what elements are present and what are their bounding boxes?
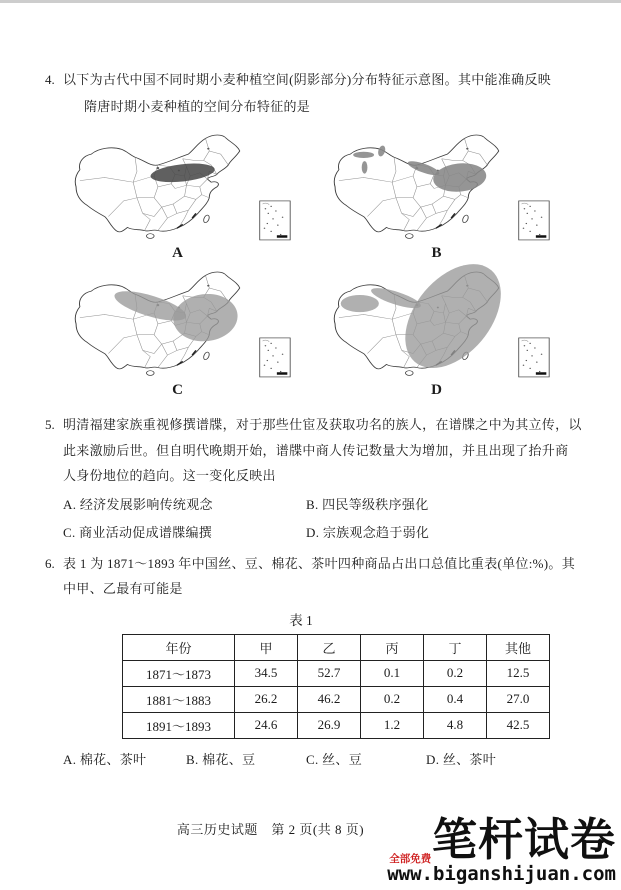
question-5 (45, 412, 581, 489)
question-6-text-line1: 表 1 为 1871～1893 年中国丝、豆、棉花、茶叶四种商品占出口总值比重表(单位:%)。其 (63, 555, 575, 571)
china-wheat-map-d (322, 263, 567, 381)
q6-option-a: A. 棉花、茶叶 (63, 751, 147, 767)
map-label-b: B (431, 245, 442, 261)
question-5-text-line3: 人身份地位的趋向。这一变化反映出 (63, 468, 276, 483)
q5-option-c: C. 商业活动促成谱牒编撰 (63, 524, 213, 540)
map-option-a (63, 126, 308, 263)
q6-option-c: C. 丝、豆 (306, 751, 362, 767)
q5-option-d: D. 宗族观念趋于弱化 (306, 524, 430, 540)
question-5-number: 5. (45, 417, 55, 432)
china-wheat-map-a (63, 126, 308, 244)
map-option-b (322, 126, 567, 263)
q6-option-b: B. 棉花、豆 (186, 751, 256, 767)
page-footer: 高三历史试题 第 2 页(共 8 页) (176, 822, 365, 837)
map-option-d (322, 263, 567, 400)
q5-option-a: A. 经济发展影响传统观念 (63, 496, 213, 512)
table-row: 1891～1893 24.6 26.9 1.2 4.8 42.5 (123, 712, 550, 738)
question-6-number: 6. (45, 555, 55, 571)
q5-option-b: B. 四民等级秩序强化 (306, 496, 429, 512)
table-header-row (123, 634, 550, 660)
export-share-table (122, 634, 550, 739)
q5-options (63, 491, 581, 547)
col-header-year: 年份 (123, 634, 235, 660)
col-header-jia: 甲 (235, 634, 298, 660)
question-4-text-line1: 以下为古代中国不同时期小麦种植空间(阴影部分)分布特征示意图。其中能准确反映 (63, 72, 552, 87)
shaded-region-d (341, 263, 521, 381)
map-option-c (63, 263, 308, 400)
table-row: 1881～1883 26.2 46.2 0.2 0.4 27.0 (123, 686, 550, 712)
q4-map-options (63, 126, 581, 400)
shaded-region-b (353, 145, 488, 194)
map-label-c: C (172, 382, 183, 398)
question-5-text-line2: 此来激励后世。但自明代晚期开始，谱牒中商人传记数量大为增加，并且出现了抬升商 (63, 442, 569, 458)
col-header-bing: 丙 (361, 634, 424, 660)
q6-options (63, 750, 581, 770)
question-6 (45, 551, 581, 602)
col-header-ding: 丁 (424, 634, 487, 660)
watermark-url: www.biganshijuan.com (387, 863, 616, 885)
watermark-free-label: 全部免费 (389, 853, 432, 865)
watermark-brand: 笔杆试卷 (431, 814, 616, 865)
q6-option-d: D. 丝、茶叶 (426, 751, 497, 767)
table-caption: 表 1 (289, 612, 313, 628)
col-header-yi: 乙 (298, 634, 361, 660)
map-label-d: D (431, 382, 442, 398)
question-4 (45, 66, 581, 120)
scan-edge-strip (0, 0, 621, 3)
china-wheat-map-c (63, 263, 308, 381)
table-row: 1871～1873 34.5 52.7 0.1 0.2 12.5 (123, 660, 550, 686)
watermark (387, 814, 616, 885)
question-6-text-line2: 中甲、乙最有可能是 (63, 581, 183, 596)
question-5-text-line1: 明清福建家族重视修撰谱牒，对于那些仕宦及获取功名的族人，在谱牒之中为其立传，以 (63, 417, 582, 432)
col-header-other: 其他 (487, 634, 550, 660)
question-4-text-line2: 隋唐时期小麦种植的空间分布特征的是 (84, 99, 311, 114)
question-4-number: 4. (45, 72, 55, 87)
china-wheat-map-b (322, 126, 567, 244)
map-label-a: A (172, 245, 183, 261)
